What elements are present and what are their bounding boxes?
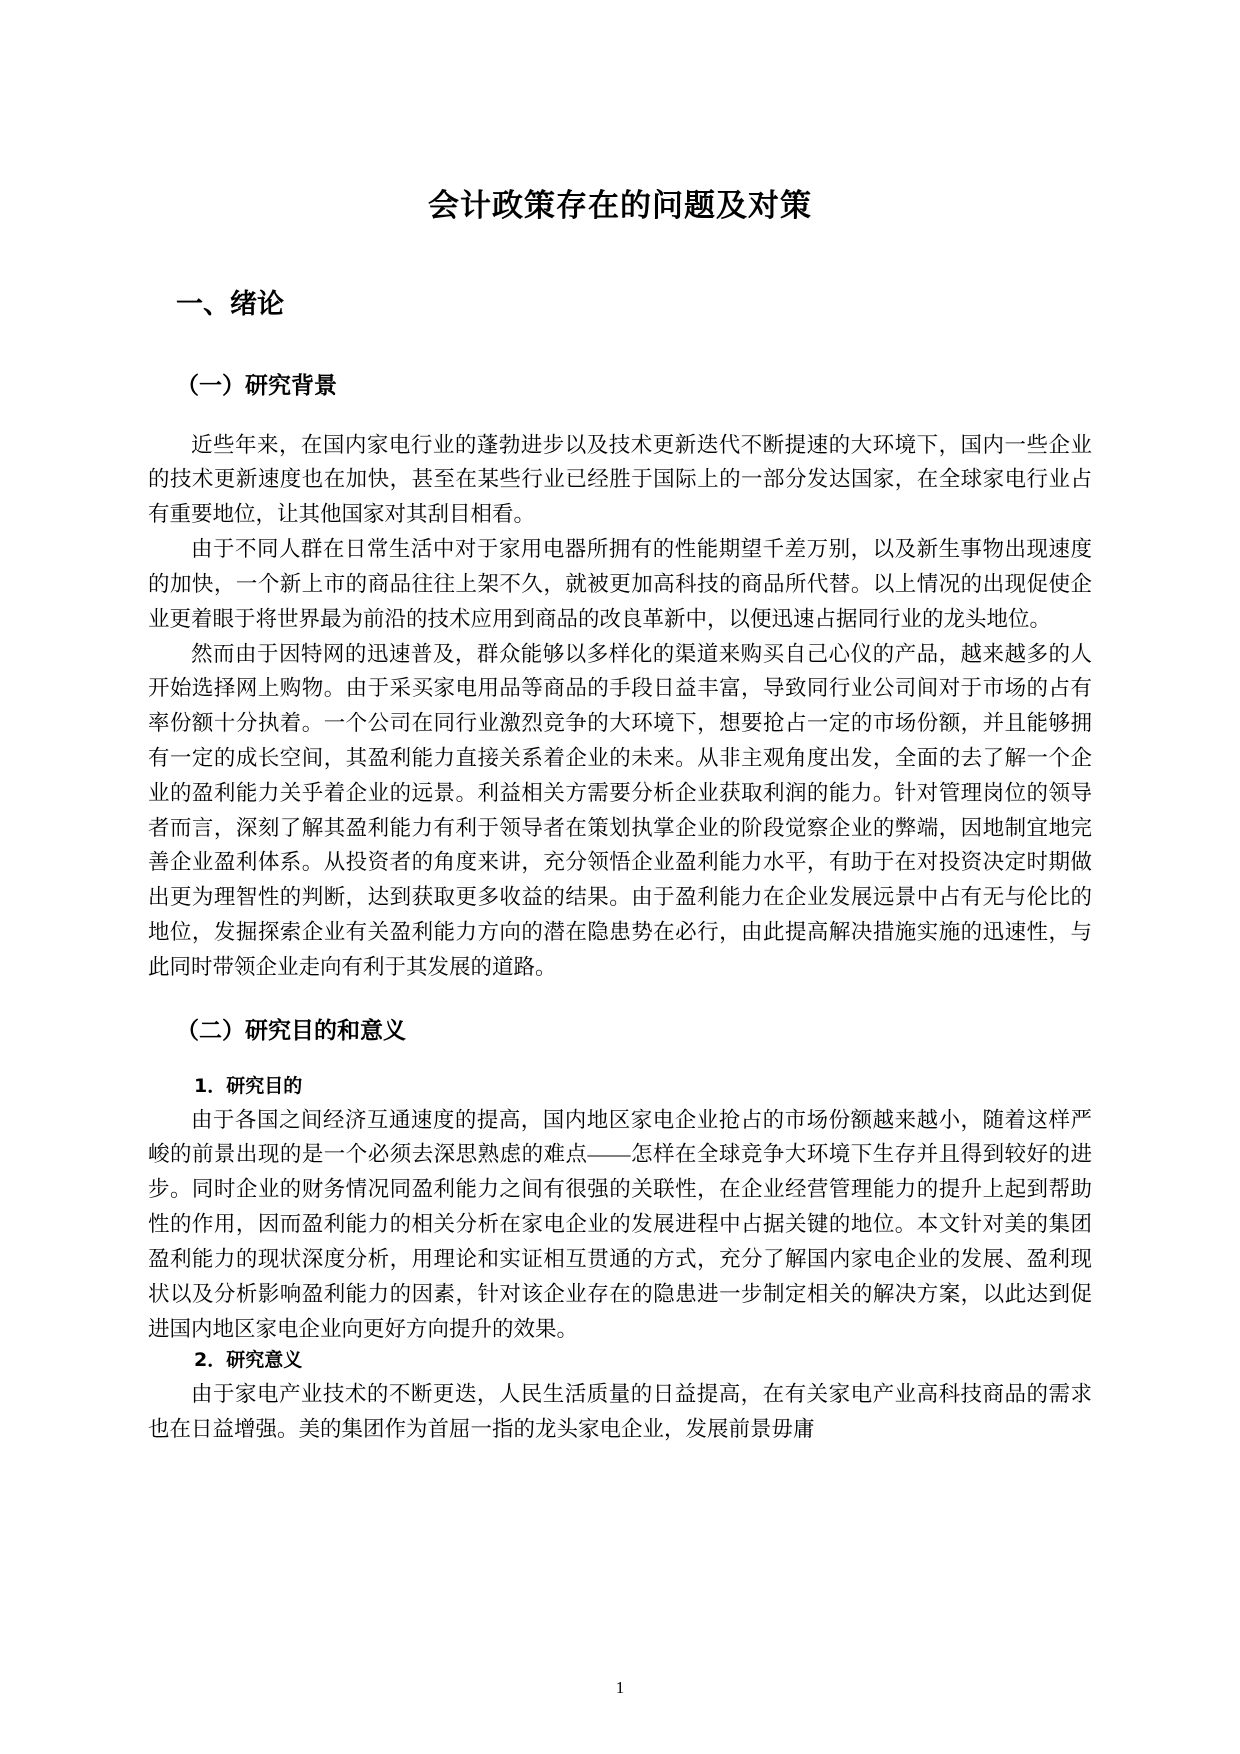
paragraph-background-3: 然而由于因特网的迅速普及，群众能够以多样化的渠道来购买自己心仪的产品，越来越多的人开始选择网上购物。由于采买家电用品等商品的手段日益丰富，导致同行业公司间对于市场的占有率份额十分执着。一个公司在同行业激烈竞争的大环境下，想要抢占一定的市场份额，并且能够拥有一定的成长空间，其盈利能力直接关系着企业的未来。从非主观角度出发，全面的去了解一个企业的盈利能力关乎着企业的远景。利益相关方需要分析企业获取利润的能力。针对管理岗位的领导者而言，深刻了解其盈利能力有利于领导者在策划执掌企业的阶段觉察企业的弊端，因地制宜地完善企业盈利体系。从投资者的角度来讲，充分领悟企业盈利能力水平，有助于在对投资决定时期做出更为理智性的判断，达到获取更多收益的结果。由于盈利能力在企业发展远景中占有无与伦比的地位，发掘探索企业有关盈利能力方向的潜在隐患势在必行，由此提高解决措施实施的迅速性，与此同时带领企业走向有利于其发展的道路。 xyxy=(148,641,1092,979)
paragraph-background-1: 近些年来，在国内家电行业的蓬勃进步以及技术更新迭代不断提速的大环境下，国内一些企业的技术更新速度也在加快，甚至在某些行业已经胜于国际上的一部分发达国家，在全球家电行业占有重要地位，让其他国家对其刮目相看。 xyxy=(148,432,1092,527)
section-heading-research-background: （一）研究背景 xyxy=(176,373,337,400)
subsection-heading-research-purpose: 1．研究目的 xyxy=(194,1075,303,1098)
page-title: 会计政策存在的问题及对策 xyxy=(428,188,812,224)
section-heading-research-purpose-and-significance: （二）研究目的和意义 xyxy=(176,1017,406,1044)
paragraph-significance-1: 由于家电产业技术的不断更迭，人民生活质量的日益提高，在有关家电产业高科技商品的需求也在日益增强。美的集团作为首屈一指的龙头家电企业，发展前景毋庸 xyxy=(148,1381,1092,1441)
paragraph-background-2: 由于不同人群在日常生活中对于家用电器所拥有的性能期望千差万别，以及新生事物出现速度的加快，一个新上市的商品往往上架不久，就被更加高科技的商品所代替。以上情况的出现促使企业更着眼于将世界最为前沿的技术应用到商品的改良革新中，以便迅速占据同行业的龙头地位。 xyxy=(148,537,1092,631)
page-number: 1 xyxy=(615,1678,625,1697)
section-heading-introduction: 一、绪论 xyxy=(176,289,284,321)
paragraph-purpose-1: 由于各国之间经济互通速度的提高，国内地区家电企业抢占的市场份额越来越小，随着这样严峻的前景出现的是一个必须去深思熟虑的难点——怎样在全球竞争大环境下生存并且得到较好的进步。同时企业的财务情况同盈利能力之间有很强的关联性，在企业经营管理能力的提升上起到帮助性的作用，因而盈利能力的相关分析在家电企业的发展进程中占据关键的地位。本文针对美的集团盈利能力的现状深度分析，用理论和实证相互贯通的方式，充分了解国内家电企业的发展、盈利现状以及分析影响盈利能力的因素，针对该企业存在的隐患进一步制定相关的解决方案，以此达到促进国内地区家电企业向更好方向提升的效果。 xyxy=(148,1107,1092,1341)
spacer xyxy=(148,985,1092,1015)
subsection-heading-research-significance: 2．研究意义 xyxy=(194,1349,303,1372)
